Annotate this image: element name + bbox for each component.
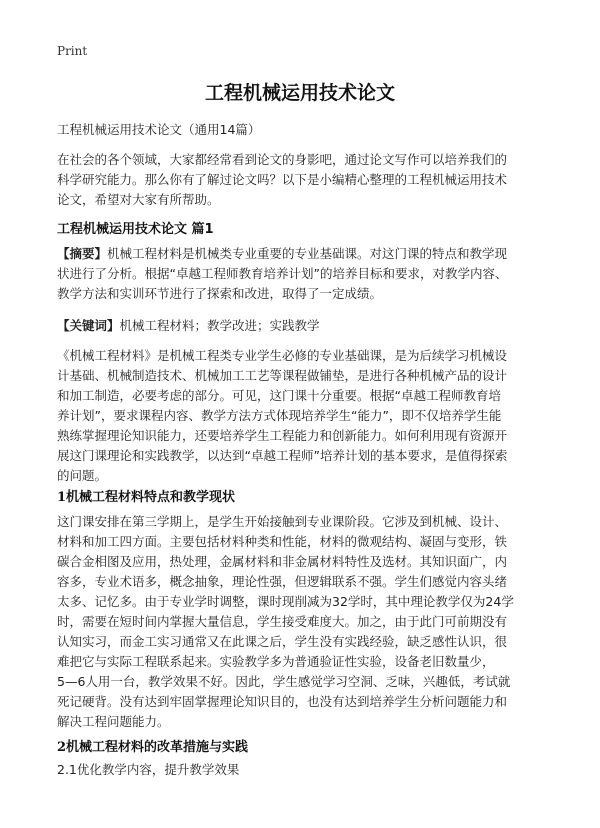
keywords-tag: 【关键词】 <box>57 318 120 333</box>
intro-paragraph <box>57 150 551 210</box>
paragraph-line: 这门课安排在第三学期上，是学生开始接触到专业课阶段。它涉及到机械、设计、 <box>57 514 508 529</box>
body-paragraph-2 <box>57 512 551 732</box>
keywords-line <box>57 316 551 336</box>
paragraph-line: 太多、记忆多。由于专业学时调整，课时现削减为32学时，其中理论教学仅为24学 <box>57 594 514 609</box>
document-subtitle: 工程机械运用技术论文（通用14篇） <box>57 122 261 137</box>
keywords-paragraph <box>57 316 551 336</box>
abstract-line: 状进行了分析。根据“卓越工程师教育培养计划”的培养目标和要求，对教学内容、 <box>57 266 508 281</box>
paragraph-line: 的问题。 <box>57 468 108 483</box>
paragraph-line: 解决工程问题能力。 <box>57 714 170 729</box>
abstract-first-line: 机械工程材料是机械类专业重要的专业基础课。对这门课的特点和教学现 <box>107 246 508 261</box>
abstract-line: 教学方法和实训环节进行了探索和改进，取得了一定成绩。 <box>57 286 383 301</box>
paragraph-line: 碳合金相图及应用，热处理，金属材料和非金属材料特性及选材。其知识面广，内 <box>57 554 508 569</box>
print-label[interactable]: Print <box>57 44 88 58</box>
paragraph-line: 计基础、机械制造技术、机械加工工艺等课程做铺垫，是进行各种机械产品的设计 <box>57 368 508 383</box>
section-heading-2: 1机械工程材料特点和教学现状 <box>57 490 236 505</box>
paragraph-line: 5—6人用一台，教学效果不好。因此，学生感觉学习空洞、乏味，兴趣低，考试就 <box>57 674 511 689</box>
keywords-text: 机械工程材料；教学改进；实践教学 <box>119 318 320 333</box>
paragraph-line: 死记硬背。没有达到牢固掌握理论知识目的，也没有达到培养学生分析问题能力和 <box>57 694 508 709</box>
subsection-heading-2-1 <box>57 760 551 780</box>
abstract-tag: 【摘要】 <box>57 246 108 261</box>
intro-line: 在社会的各个领域，大家都经常看到论文的身影吧，通过论文写作可以培养我们的 <box>57 152 508 167</box>
paragraph-line: 和加工制造，必要考虑的部分。可见，这门课十分重要。根据“卓越工程师教育培 <box>57 388 501 403</box>
intro-line: 论文，希望对大家有所帮助。 <box>57 192 220 207</box>
paragraph-line: 展这门课理论和实践教学，以达到“卓越工程师”培养计划的基本要求，是值得探索 <box>57 448 508 463</box>
paragraph-line: 容多，专业术语多，概念抽象，理论性强，但逻辑联系不强。学生们感觉内容头绪 <box>57 574 508 589</box>
subsection-title: 2.1优化教学内容，提升教学效果 <box>57 762 240 777</box>
abstract-line <box>57 244 551 264</box>
body-paragraph-1 <box>57 346 551 486</box>
paragraph-line: 难把它与实际工程联系起来。实验教学多为普通验证性实验，设备老旧数量少， <box>57 654 495 669</box>
paragraph-line: 时，需要在短时间内掌握大量信息，学生接受难度大。加之，由于此门可前期没有 <box>57 614 508 629</box>
paragraph-line: 养计划”，要求课程内容、教学方法方式体现培养学生“能力”，即不仅培养学生能 <box>57 408 502 423</box>
paragraph-line: 熟练掌握理论知识能力，还要培养学生工程能力和创新能力。如何利用现有资源开 <box>57 428 508 443</box>
abstract-paragraph <box>57 244 551 304</box>
intro-line: 科学研究能力。那么你有了解过论文吗？以下是小编精心整理的工程机械运用技术 <box>57 172 508 187</box>
page-title: 工程机械运用技术论文 <box>204 82 395 104</box>
paragraph-line: 《机械工程材料》是机械工程类专业学生必修的专业基础课，是为后续学习机械设 <box>57 348 508 363</box>
paragraph-line: 认知实习，而金工实习通常又在此课之后，学生没有实践经验，缺乏感性认识，很 <box>57 634 508 649</box>
paragraph-line: 材料和加工四方面。主要包括材料种类和性能，材料的微观结构、凝固与变形，铁 <box>57 534 508 549</box>
section-heading-1: 工程机械运用技术论文 篇1 <box>57 222 214 237</box>
section-heading-3: 2机械工程材料的改革措施与实践 <box>57 740 249 755</box>
